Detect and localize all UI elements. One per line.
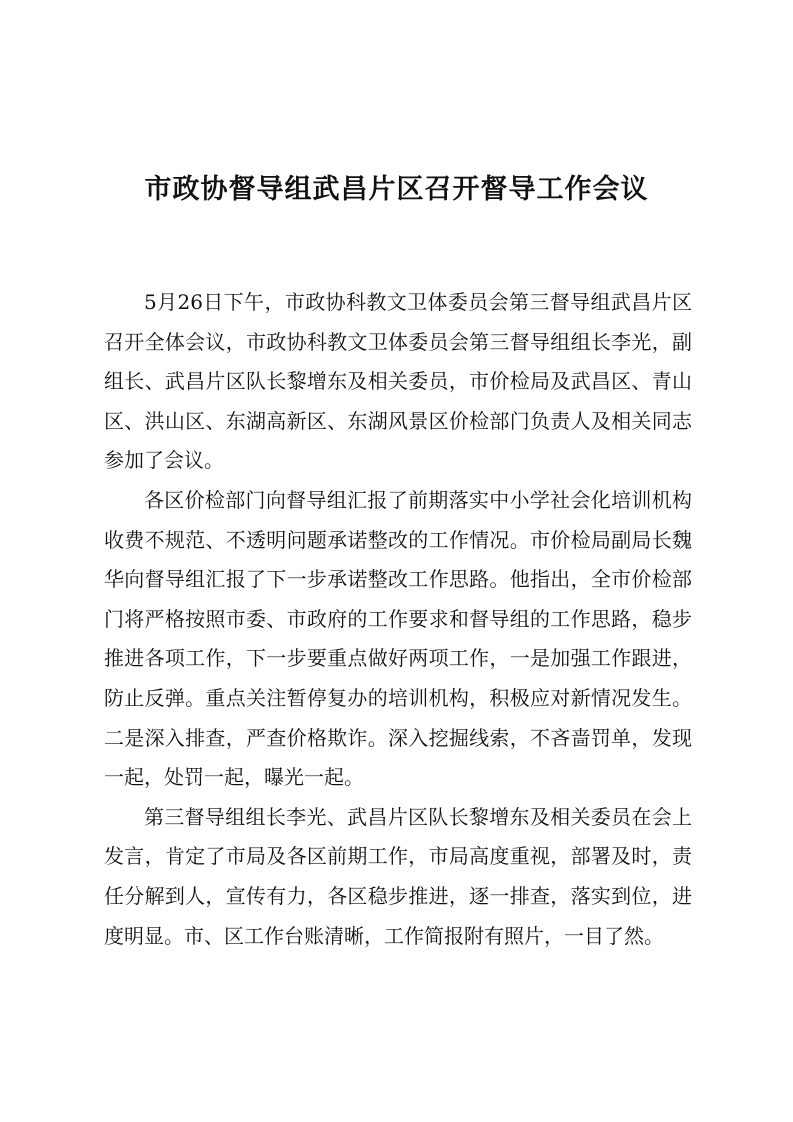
paragraph-3: 第三督导组组长李光、武昌片区队长黎增东及相关委员在会上发言，肯定了市局及各区前期工作，市局高度重视，部署及时，责任分解到人，宣传有力，各区稳步推进，逐一排查，落实到位，进度明显。市、区工作台账清晰，工作简报附有照片，一目了然。 xyxy=(104,804,692,948)
paragraph-2: 各区价检部门向督导组汇报了前期落实中小学社会化培训机构收费不规范、不透明问题承诺整改的工作情况。市价检局副局长魏华向督导组汇报了下一步承诺整改工作思路。他指出，全市价检部门将严格按照市委、市政府的工作要求和督导组的工作思路，稳步推进各项工作，下一步要重点做好两项工作，一是加强工作跟进，防止反弹。重点关注暂停复办的培训机构，积极应对新情况发生。二是深入排查，严查价格欺诈。深入挖掘线索，不吝啬罚单，发现一起，处罚一起，曝光一起。 xyxy=(104,487,692,790)
paragraph-1: 5月26日下午，市政协科教文卫体委员会第三督导组武昌片区召开全体会议，市政协科教文卫体委员会第三督导组组长李光，副组长、武昌片区队长黎增东及相关委员，市价检局及武昌区、青山区、洪山区、东湖高新区、东湖风景区价检部门负责人及相关同志参加了会议。 xyxy=(104,290,692,473)
document-title: 市政协督导组武昌片区召开督导工作会议 xyxy=(144,174,649,205)
document-body xyxy=(104,283,692,956)
